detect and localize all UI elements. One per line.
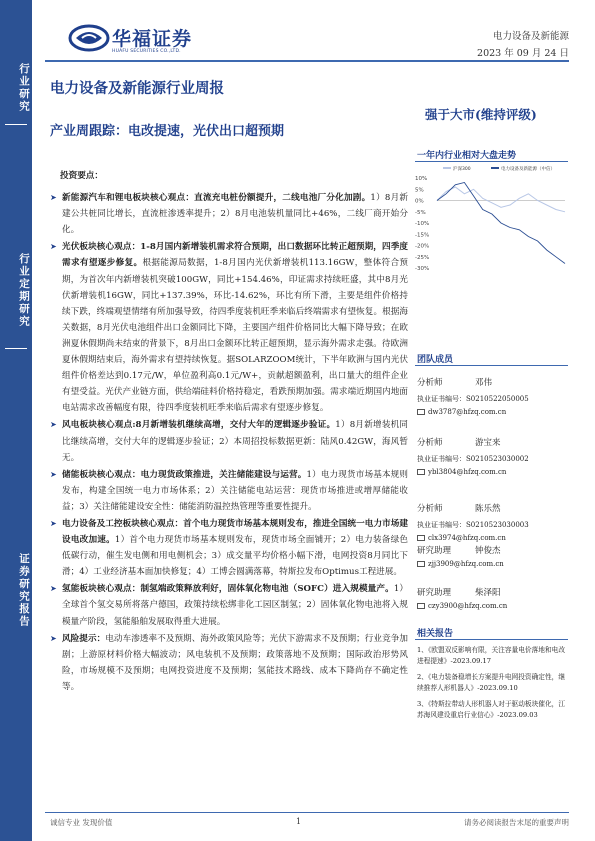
report-date: -2023.09.10 xyxy=(477,684,518,692)
member-name: 邓伟 xyxy=(475,378,493,388)
email-icon xyxy=(417,535,425,541)
report-title-link[interactable]: 1、《欧盟双反影响有限，关注容量电价落地和电改进程提速》 xyxy=(417,646,566,665)
header-date: 2023 年 09 月 24 日 xyxy=(477,48,569,59)
y-tick-label: -10% xyxy=(415,221,430,227)
legend-label: 电力设备及新能源（中信） xyxy=(501,167,555,172)
member-email[interactable]: zjj3909@hfzq.com.cn xyxy=(428,560,504,568)
member-email[interactable]: dw3787@hfzq.com.cn xyxy=(428,408,507,416)
sidebar-label-industry-research: 行业研究 xyxy=(18,63,30,113)
paragraph-heading: 储能板块核心观点：电力现货政策推进，关注储能建设与运营。 xyxy=(62,469,307,480)
index-series-line xyxy=(437,187,565,212)
team-member xyxy=(417,544,567,568)
investment-summary xyxy=(50,168,408,696)
header-category: 电力设备及新能源 xyxy=(492,31,569,42)
email-icon xyxy=(417,409,425,415)
paragraph-text: 1）电力现货市场基本规则发布，构建全国统一电力市场体系；2）关注储能电站运营：现货市场推进或增厚储能收益；3）关注储能建设安全性：储能消防温控热管理等重要性提升。 xyxy=(62,469,408,512)
member-email[interactable]: czy3900@hfzq.com.cn xyxy=(428,602,508,610)
member-name: 钟俊杰 xyxy=(475,546,501,556)
page-number: 1 xyxy=(296,817,302,826)
footer-divider xyxy=(45,812,569,813)
summary-paragraph xyxy=(50,417,408,465)
paragraph-heading: 电力设备及工控板块核心观点：首个电力现货市场基本规则发布，推进全国统一电力市场建设电改加速。 xyxy=(62,518,408,546)
member-role: 分析师 xyxy=(417,378,443,388)
email-icon xyxy=(417,561,425,567)
related-heading: 相关报告 xyxy=(417,629,454,639)
sidebar-label-periodic-research: 行业定期研究 xyxy=(18,252,30,328)
paragraph-heading: 氢能板块核心观点：制氢端政策释放利好，固体氧化物电池（SOFC）进入规模量产。 xyxy=(62,584,394,595)
member-email[interactable]: ybl3804@hfzq.com.cn xyxy=(428,468,507,476)
header-divider xyxy=(45,60,569,62)
team-heading: 团队成员 xyxy=(417,355,454,365)
footer-disclaimer: 请务必阅读报告末尾的重要声明 xyxy=(464,818,569,827)
paragraph-text: 电动车渗透率不及预期、海外政策风险等；光伏下游需求不及预期；行业竞争加剧；上游原材料价格大幅波动；风电装机不及预期；政策落地不及预期；国际政治形势风险，市场规模不及预期；电网投资进度不及预期；氢能技术路线、成本下降尚存不确定性等。 xyxy=(62,633,408,692)
report-title-link[interactable]: 3、《特斯拉带动人形机器人对于驱动板块催化，江苏海风建设重启行业信心》 xyxy=(417,700,566,719)
chart-heading: 一年内行业相对大盘走势 xyxy=(417,151,517,161)
member-license: 执业证书编号：S0210523030002 xyxy=(417,455,529,463)
member-role: 分析师 xyxy=(417,504,443,514)
member-name: 陈乐然 xyxy=(475,504,501,514)
email-icon xyxy=(417,469,425,475)
y-tick-label: 0% xyxy=(415,198,424,205)
member-name: 柴泽阳 xyxy=(475,588,501,598)
member-license: 执业证书编号：S0210523030003 xyxy=(417,521,529,529)
paragraph-heading: 风险提示： xyxy=(62,633,106,644)
y-tick-label: -5% xyxy=(415,209,426,216)
team-member xyxy=(417,502,567,542)
member-role: 研究助理 xyxy=(417,588,452,598)
legend-swatch xyxy=(443,167,451,169)
sidebar-divider xyxy=(5,348,27,349)
summary-paragraph xyxy=(50,190,408,238)
legend-label: 沪深300 xyxy=(453,167,471,172)
summary-paragraph xyxy=(50,581,408,629)
legend-swatch xyxy=(491,167,499,169)
paragraph-heading: 新能源汽车和锂电板块核心观点：直流充电桩份额提升，二线电池厂分化加剧。 xyxy=(62,193,371,204)
team-member xyxy=(417,376,567,416)
summary-paragraph xyxy=(50,631,408,695)
logo-text-en: HUAFU SECURITIES CO.,LTD. xyxy=(112,49,181,54)
y-tick-label: -25% xyxy=(415,254,430,261)
related-reports xyxy=(417,645,570,726)
performance-chart xyxy=(415,164,568,276)
paragraph-text: 根据能源局数据，1-8月国内光伏新增装机113.16GW，整体符合预期，为首次年内新增装机突破100GW，同比+154.46%，印证需求持续旺盛，其中8月光伏新增装机16GW，同比+137.39%，环比-14.62%，环比有所下滑，主要是组件价格持续下跌，终端观望情绪有所加强导致，待四季度装机旺季来临后终端需求有望恢复。根据海关数据，8月光伏电池组件出口金额同比下降，主要国产组件价格同比大幅下降导致；在欧洲夏休假期尚未结束的背景下，8月出口金额环比转正超预期，显示海外需求走强。待欧洲夏休假期结束后，海外需求有望持续恢复。据SOLARZOOM统计，下半年欧洲与国内光伏组件价格差达到0.17元/W，单位盈利高0.1元/W+，贡献超额盈利，出口量大的组件企业有望受益。光伏产业链方面，供给端硅料价格持稳定，看跌预期加强。需求端近期国内地面电站需求改善幅度有限，待四季度装机旺季来临后需求有望逐步修复。 xyxy=(62,258,408,414)
sector-series-line xyxy=(437,183,565,264)
y-tick-label: -15% xyxy=(415,232,430,239)
logo-mark-icon xyxy=(68,24,110,52)
summary-paragraph xyxy=(50,516,408,580)
y-tick-label: 10% xyxy=(415,176,428,182)
arrow-bullet-icon: ➤ xyxy=(50,584,57,594)
paragraph-heading: 风电板块核心观点:8月新增装机继续高增，交付大年的逻辑逐步验证。 xyxy=(62,420,336,431)
summary-paragraph xyxy=(50,467,408,515)
footer-slogan: 诚信专业 发现价值 xyxy=(50,818,113,827)
rating-badge: 强于大市(维持评级) xyxy=(425,107,537,122)
member-role: 研究助理 xyxy=(417,546,452,556)
y-tick-label: -30% xyxy=(415,266,430,272)
member-name: 游宝来 xyxy=(475,438,501,448)
related-report-item[interactable] xyxy=(417,672,570,694)
team-member xyxy=(417,436,567,476)
left-sidebar xyxy=(0,0,32,841)
member-license: 执业证书编号：S0210522050005 xyxy=(417,395,529,403)
report-title: 电力设备及新能源行业周报 xyxy=(50,80,224,97)
paragraph-text: 1）首个电力现货市场基本规则发布，现货市场全面铺开；2）电力装备绿色低碳行动，催生发电侧和用电侧机会；3）成交量平均价格小幅下滑，电网投资8月同比下滑；4）工业经济基本面加快修复；4）工博会圆满落幕，特斯拉发布Optimus工程进展。 xyxy=(62,535,408,578)
arrow-bullet-icon: ➤ xyxy=(50,469,57,479)
report-subtitle: 产业周跟踪：电改提速，光伏出口超预期 xyxy=(50,124,285,139)
arrow-bullet-icon: ➤ xyxy=(50,420,57,430)
logo-text-cn: 华福证券 xyxy=(112,28,193,50)
summary-paragraph xyxy=(50,239,408,416)
y-tick-label: 5% xyxy=(415,187,424,194)
paragraph-text: 1）8月新建公共桩同比增长，直流桩渗透率提升；2）8月电池装机量同比+46%，二线厂商开始分化。 xyxy=(62,193,408,236)
chart-heading-rule xyxy=(415,161,568,162)
member-role: 分析师 xyxy=(417,438,443,448)
paragraph-heading: 光伏板块核心观点：1-8月国内新增装机需求符合预期，出口数据环比转正超预期，四季度需求有望逐步修复。 xyxy=(62,242,408,269)
arrow-bullet-icon: ➤ xyxy=(50,633,57,643)
email-icon xyxy=(417,603,425,609)
related-heading-rule xyxy=(415,639,568,640)
summary-lead: 投资要点： xyxy=(60,171,103,181)
team-member xyxy=(417,586,567,610)
header-meta xyxy=(477,28,569,62)
member-email[interactable]: clx3974@hfzq.com.cn xyxy=(428,534,506,542)
sidebar-divider xyxy=(5,124,27,125)
arrow-bullet-icon: ➤ xyxy=(50,518,57,528)
related-report-item[interactable] xyxy=(417,645,570,667)
report-title-link[interactable]: 2、《电力装备稳增长方案提升电网投资确定性，继续推荐人形机器人》 xyxy=(417,673,566,692)
arrow-bullet-icon: ➤ xyxy=(50,193,57,203)
arrow-bullet-icon: ➤ xyxy=(50,242,57,252)
paragraph-text: 1）8月新增装机同比继续高增，交付大年的逻辑逐步验证；2）本周招投标数据更新：陆风0.42GW，海风暂无。 xyxy=(62,420,409,463)
report-date: -2023.09.17 xyxy=(450,657,491,665)
team-heading-rule xyxy=(415,365,568,366)
report-date: -2023.09.03 xyxy=(497,711,538,719)
paragraph-text: 1）全球首个氢交易所将落户德国，政策持续松绑非化工园区制氢；2）固体氧化物电池将入规模量产阶段，氢能船舶发展取得重大进展。 xyxy=(62,584,408,627)
y-tick-label: -20% xyxy=(415,243,430,250)
company-logo xyxy=(68,22,218,56)
sidebar-label-securities-report: 证券研究报告 xyxy=(18,552,30,628)
related-report-item[interactable] xyxy=(417,699,570,721)
